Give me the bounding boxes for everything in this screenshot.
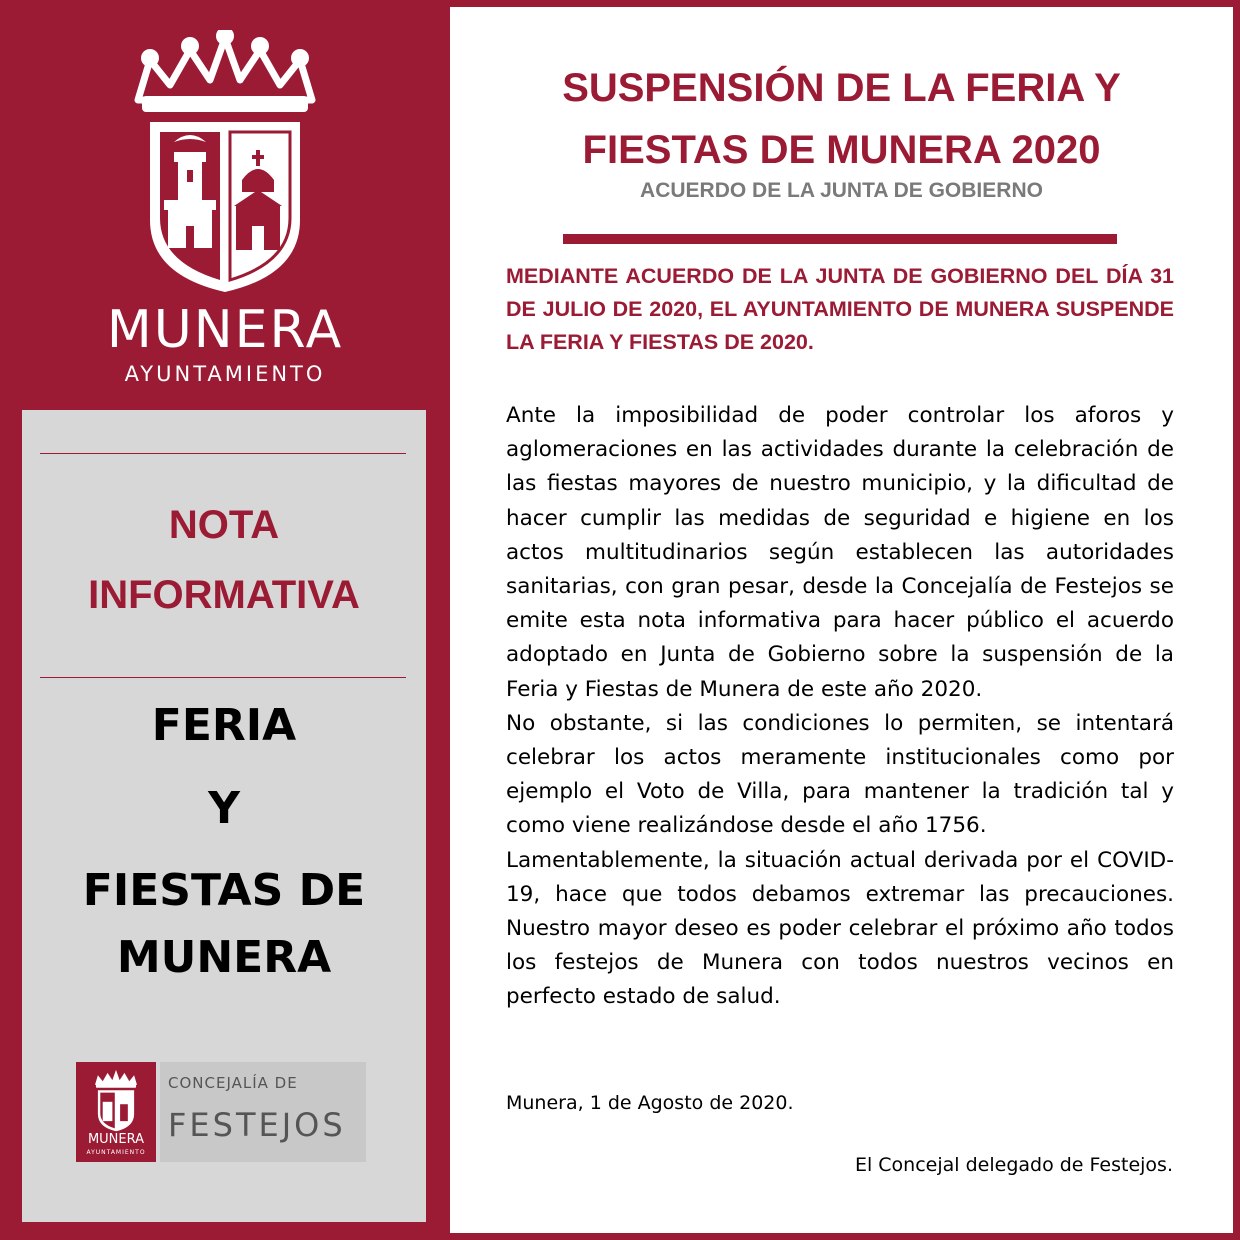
badge-line: CONCEJALÍA DE — [168, 1074, 298, 1092]
municipal-logo — [0, 0, 450, 410]
notice-date: Munera, 1 de Agosto de 2020. — [506, 1092, 794, 1114]
brand-name: MUNERA — [106, 300, 344, 360]
badge-subtitle: AYUNTAMIENTO — [86, 1149, 146, 1156]
divider — [40, 677, 406, 678]
badge-brand: MUNERA — [87, 1132, 145, 1147]
title-divider — [563, 234, 1117, 244]
body-paragraph: Ante la imposibilidad de poder controlar los aforos y aglomeraciones en las actividades durante la celebración de las fiestas mayores de nuestro municipio, y la dificultad de hacer cumplir las medidas de seguridad e higiene en los actos multitudinarios según establecen las autoridades sanitarias, con gran pesar, desde la Concejalía de Festejos se emite esta nota informativa para hacer público el acuerdo adoptado en Junta de Gobierno sobre la suspensión de la Feria y Fiestas de Munera de este año 2020. — [506, 403, 1174, 702]
notice-signature: El Concejal delegado de Festejos. — [854, 1154, 1173, 1176]
divider — [40, 453, 406, 454]
badge-line: FESTEJOS — [168, 1106, 346, 1144]
badge-text — [160, 1062, 366, 1162]
title-line: SUSPENSIÓN DE LA FERIA Y — [562, 66, 1121, 110]
notice-subtitle: ACUERDO DE LA JUNTA DE GOBIERNO — [640, 179, 1043, 202]
nota-heading — [22, 490, 426, 630]
feria-line: Y — [208, 783, 240, 834]
info-sidebar — [22, 410, 426, 1222]
nota-line: INFORMATIVA — [88, 573, 360, 617]
feria-line: MUNERA — [116, 932, 332, 983]
body-paragraph: No obstante, si las condiciones lo permiten, se intentará celebrar los actos meramente institucionales como por ejemplo el Voto de Villa, para mantener la tradición tal y como viene realizándose desde el año 1756. — [506, 710, 1174, 839]
notice-panel — [450, 7, 1233, 1233]
badge-logo — [76, 1062, 156, 1162]
feria-line: FERIA — [151, 700, 297, 751]
coat-of-arms-icon — [90, 1068, 142, 1132]
coat-of-arms-icon — [130, 30, 320, 295]
title-line: FIESTAS DE MUNERA 2020 — [582, 128, 1101, 172]
body-paragraph: Lamentablemente, la situación actual derivada por el COVID-19, hace que todos debamos extremar las precauciones. Nuestro mayor deseo es poder celebrar el próximo año todos los festejos de Munera con todos nuestros vecinos en perfecto estado de salud. — [506, 847, 1174, 1010]
feria-line: FIESTAS DE — [82, 865, 366, 916]
notice-body — [506, 399, 1174, 1015]
brand-subtitle: AYUNTAMIENTO — [124, 362, 326, 386]
notice-title — [470, 57, 1213, 181]
lead-paragraph: MEDIANTE ACUERDO DE LA JUNTA DE GOBIERNO DEL DÍA 31 DE JULIO DE 2020, EL AYUNTAMIENTO DE MUNERA SUSPENDE LA FERIA Y FIESTAS DE 2020. — [506, 264, 1174, 354]
nota-line: NOTA — [168, 503, 280, 547]
concejalia-badge — [76, 1062, 366, 1162]
